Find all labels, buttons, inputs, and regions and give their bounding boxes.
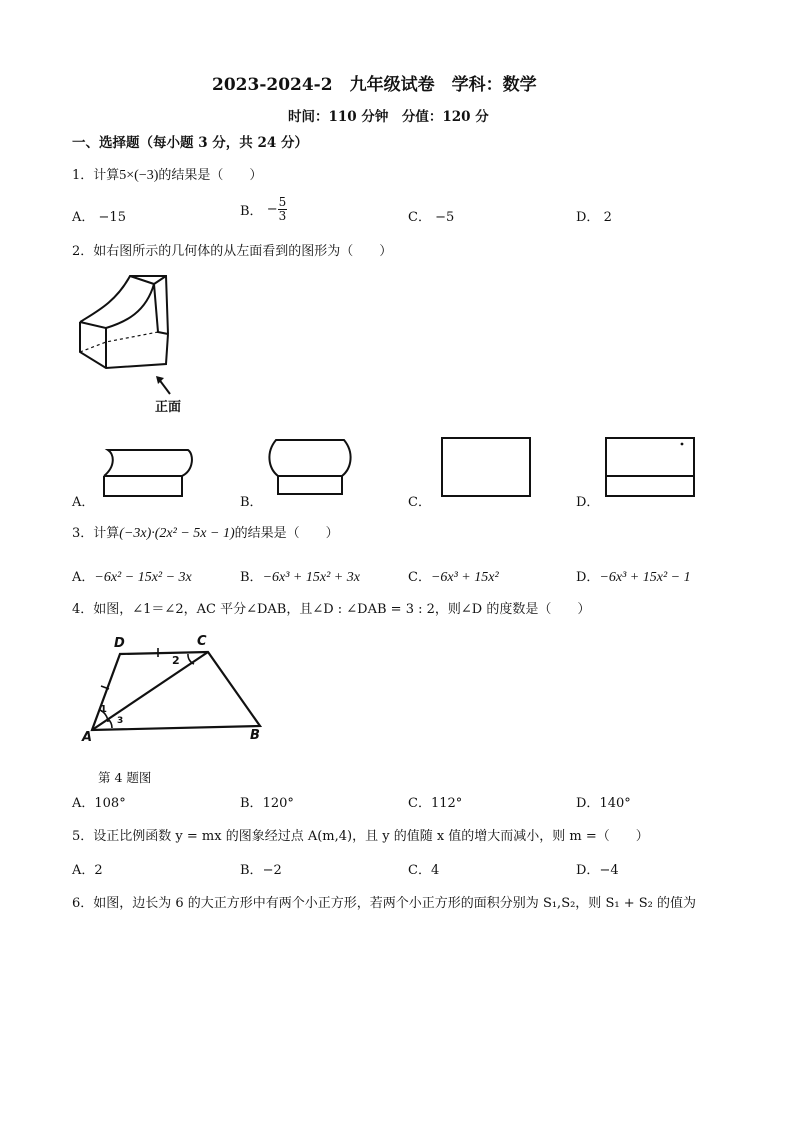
option-label: A．: [72, 570, 95, 585]
option-value: 4: [430, 863, 440, 878]
option-sign: −: [266, 202, 278, 217]
q2-option-b-shape: [266, 436, 352, 496]
q1-option-b[interactable]: [240, 196, 287, 223]
option-value: 112°: [430, 796, 463, 811]
option-label: D．: [576, 210, 600, 225]
vertex-label-b: B: [250, 728, 260, 743]
q2-option-a-label[interactable]: A．: [72, 495, 95, 510]
question-4: 4．如图，∠1＝∠2，AC 平分∠DAB，且∠D : ∠DAB = 3 : 2，则∠D 的度数是（ ）: [72, 602, 591, 617]
fraction: [278, 196, 288, 223]
option-value: 2: [603, 210, 612, 225]
q3-prefix: 3．计算: [72, 526, 120, 541]
q3-expression: (−3x)·(2x² − 5x − 1): [119, 526, 235, 541]
option-value: −5: [435, 210, 455, 225]
option-label: C．: [408, 796, 431, 811]
q2-option-a-shape: [100, 446, 195, 498]
q2-option-c-shape: [440, 436, 532, 498]
vertex-label-d: D: [114, 636, 125, 651]
vertex-label-c: C: [197, 634, 207, 649]
q3-option-a[interactable]: [72, 566, 192, 586]
option-value: −6x² − 15x² − 3x: [94, 570, 192, 585]
option-label: D．: [576, 796, 600, 811]
option-label: A．: [72, 210, 95, 225]
q4-figure-caption: 第 4 题图: [98, 770, 152, 785]
option-value: −4: [599, 863, 619, 878]
q3-option-c[interactable]: [408, 566, 499, 586]
option-value: −6x³ + 15x² + 3x: [262, 570, 360, 585]
q4-option-a[interactable]: [72, 792, 126, 811]
q2-option-b-label[interactable]: B．: [240, 495, 263, 510]
q2-solid-figure: [76, 272, 186, 372]
question-2: 2．如右图所示的几何体的从左面看到的图形为（ ）: [72, 244, 393, 259]
angle-label-2: 2: [172, 654, 180, 667]
q3-suffix: 的结果是（ ）: [234, 526, 339, 541]
option-label: A．: [72, 863, 95, 878]
option-label: B．: [240, 204, 263, 219]
q3-option-d[interactable]: [576, 566, 691, 586]
vertex-label-a: A: [82, 730, 93, 745]
q4-option-c[interactable]: [408, 792, 462, 811]
option-value: 120°: [262, 796, 294, 811]
option-label: B．: [240, 796, 263, 811]
option-value: 108°: [94, 796, 126, 811]
q5-option-c[interactable]: [408, 859, 439, 878]
exam-subtitle: 时间：110 分钟 分值：120 分: [288, 109, 489, 125]
question-1: [72, 164, 262, 184]
arrow-up-icon: [154, 374, 174, 396]
question-3: [72, 522, 339, 542]
option-value: −15: [98, 210, 126, 225]
q4-option-d[interactable]: [576, 792, 631, 811]
option-value: −6x³ + 15x²: [430, 570, 499, 585]
option-value: −2: [262, 863, 282, 878]
exam-title: 2023-2024-2 九年级试卷 学科：数学: [212, 75, 537, 95]
q5-option-d[interactable]: [576, 859, 619, 878]
fraction-numerator: 5: [278, 195, 287, 209]
question-5: 5．设正比例函数 y = mx 的图象经过点 A(m,4)，且 y 的值随 x 值的增大而减小，则 m =（ ）: [72, 829, 649, 844]
option-value: 2: [94, 863, 103, 878]
fraction-denominator: 3: [278, 209, 287, 223]
option-label: D．: [576, 570, 600, 585]
option-value: −6x³ + 15x² − 1: [599, 570, 691, 585]
option-label: C．: [408, 570, 431, 585]
q3-option-b[interactable]: [240, 566, 360, 586]
q1-expression: 5×(−3): [119, 168, 159, 183]
q5-option-a[interactable]: [72, 859, 103, 878]
option-label: D．: [576, 863, 600, 878]
q2-option-d-label[interactable]: D．: [576, 495, 600, 510]
q1-prefix: 1．计算: [72, 168, 120, 183]
option-label: B．: [240, 863, 263, 878]
q5-option-b[interactable]: [240, 859, 282, 878]
angle-label-3: 3: [117, 716, 124, 726]
q4-option-b[interactable]: [240, 792, 294, 811]
question-6: 6．如图，边长为 6 的大正方形中有两个小正方形，若两个小正方形的面积分别为 S₁,S₂，则 S₁ + S₂ 的值为: [72, 896, 696, 911]
angle-label-1: 1: [100, 704, 107, 715]
option-label: A．: [72, 796, 95, 811]
q2-option-d-shape: [604, 436, 696, 498]
option-label: C．: [408, 210, 431, 225]
q1-suffix: 的结果是（ ）: [158, 168, 263, 183]
q1-option-c[interactable]: [408, 206, 454, 225]
q1-option-d[interactable]: [576, 206, 612, 225]
q4-trapezoid-figure: [84, 632, 274, 744]
front-label: 正面: [155, 400, 182, 415]
option-value: 140°: [599, 796, 631, 811]
option-label: B．: [240, 570, 263, 585]
option-label: C．: [408, 863, 431, 878]
q1-option-a[interactable]: [72, 206, 126, 225]
section-heading: 一、选择题（每小题 3 分，共 24 分）: [72, 135, 308, 151]
q2-option-c-label[interactable]: C．: [408, 495, 431, 510]
